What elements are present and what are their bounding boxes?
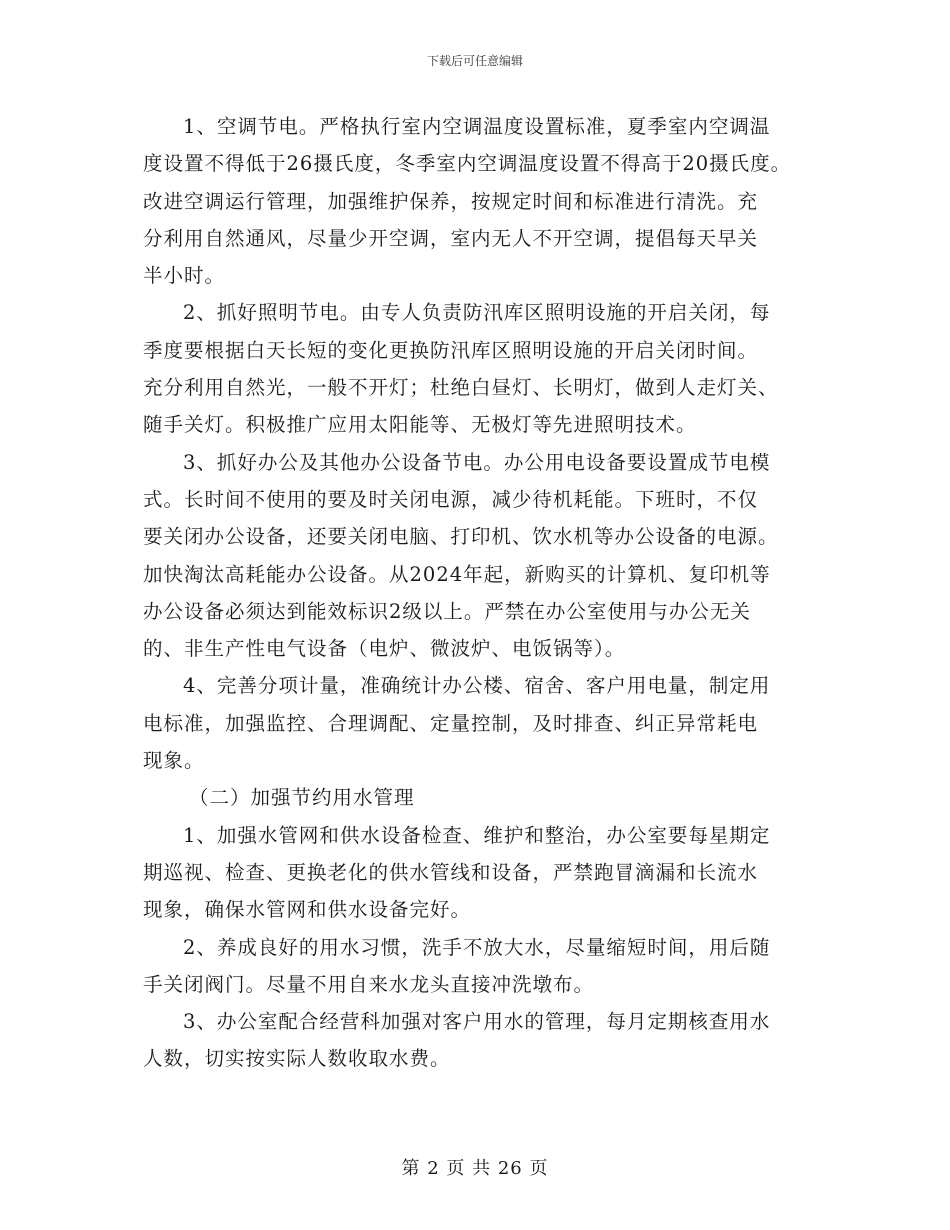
text-line: 季度要根据白天长短的变化更换防汛库区照明设施的开启关闭时间。 bbox=[143, 338, 759, 362]
text-line: 1、空调节电。严格执行室内空调温度设置标准，夏季室内空调温 bbox=[183, 115, 771, 138]
text-line: 现象，确保水管网和供水设备完好。 bbox=[143, 898, 472, 922]
text-line: 办公设备必须达到能效标识2级以上。严禁在办公室使用与办公无关 bbox=[143, 599, 751, 623]
paragraph-customer-water bbox=[143, 1003, 833, 1078]
header-note: 下载后可任意编辑 bbox=[426, 54, 523, 68]
paragraph-metering bbox=[143, 667, 833, 779]
page-number: 第 2 页 共 26 页 bbox=[401, 1158, 549, 1179]
paragraph-water-network bbox=[143, 817, 833, 929]
text-line: 电标准，加强监控、合理调配、定量控制，及时排查、纠正异常耗电 bbox=[143, 711, 759, 735]
text-line: 的、非生产性电气设备（电炉、微波炉、电饭锅等）。 bbox=[143, 637, 626, 661]
text-line: 改进空调运行管理，加强维护保养，按规定时间和标准进行清洗。充 bbox=[143, 189, 759, 213]
text-line: 3、抓好办公及其他办公设备节电。办公用电设备要设置成节电模 bbox=[183, 450, 771, 474]
section-heading-water: （二）加强节约用水管理 bbox=[189, 786, 415, 810]
paragraph-office-equipment-saving bbox=[143, 444, 833, 668]
text-line: 随手关灯。积极推广应用太阳能等、无极灯等先进照明技术。 bbox=[143, 413, 697, 437]
paragraph-water-habits bbox=[143, 929, 833, 1004]
text-line: 分利用自然通风，尽量少开空调，室内无人不开空调，提倡每天早关 bbox=[143, 226, 759, 250]
text-line: 手关闭阀门。尽量不用自来水龙头直接冲洗墩布。 bbox=[143, 972, 595, 996]
paragraph-ac-saving bbox=[143, 108, 833, 294]
document-body bbox=[143, 108, 833, 1078]
text-line: 人数，切实按实际人数收取水费。 bbox=[143, 1047, 451, 1071]
text-line: 1、加强水管网和供水设备检查、维护和整治，办公室要每星期定 bbox=[183, 823, 771, 847]
text-line: 期巡视、检查、更换老化的供水管线和设备，严禁跑冒滴漏和长流水 bbox=[143, 860, 759, 884]
text-line: 要关闭办公设备，还要关闭电脑、打印机、饮水机等办公设备的电源。 bbox=[143, 525, 779, 549]
text-line: 现象。 bbox=[143, 749, 205, 773]
text-line: 2、抓好照明节电。由专人负责防汛库区照明设施的开启关闭，每 bbox=[183, 301, 771, 325]
text-line: 半小时。 bbox=[143, 264, 226, 288]
text-line: 3、办公室配合经营科加强对客户用水的管理，每月定期核查用水 bbox=[183, 1010, 771, 1034]
text-line: 加快淘汰高耗能办公设备。从2024年起，新购买的计算机、复印机等 bbox=[143, 562, 771, 586]
paragraph-lighting-saving bbox=[143, 294, 833, 443]
text-line: 4、完善分项计量，准确统计办公楼、宿舍、客户用电量，制定用 bbox=[183, 674, 771, 698]
text-line: 式。长时间不使用的要及时关闭电源，减少待机耗能。下班时，不仅 bbox=[143, 487, 759, 511]
text-line: 度设置不得低于26摄氏度，冬季室内空调温度设置不得高于20摄氏度。 bbox=[143, 152, 792, 176]
text-line: 充分利用自然光，一般不开灯；杜绝白昼灯、长明灯，做到人走灯关、 bbox=[143, 376, 779, 400]
text-line: 2、养成良好的用水习惯，洗手不放大水，尽量缩短时间，用后随 bbox=[183, 935, 771, 959]
